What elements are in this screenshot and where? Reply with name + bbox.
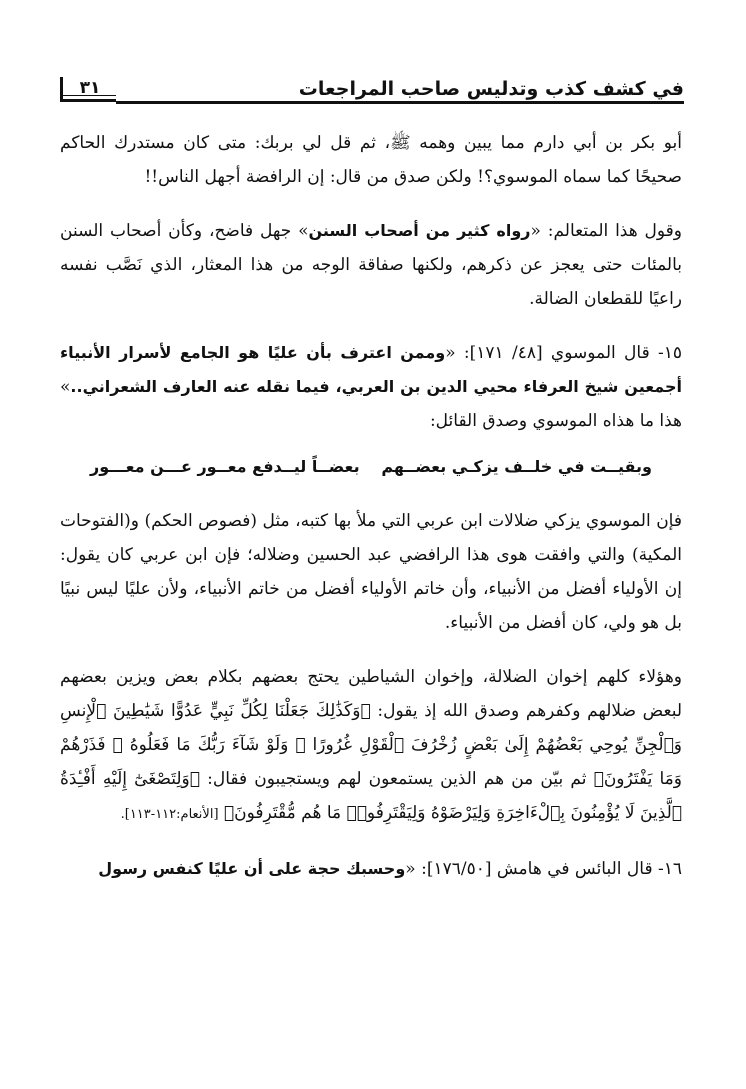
paragraph-5 <box>60 660 682 832</box>
paragraph-2-lead: وقول هذا المتعالم: « <box>530 221 682 241</box>
poem-verse <box>90 450 652 484</box>
poem-first-hemistich: وبقيــت في خلــف يزكـي بعضــهم <box>381 457 652 476</box>
paragraph-5-lead: وهؤلاء كلهم إخوان الضلالة، وإخوان الشياطين يحتج بعضهم بكلام بعض ويزين بعضهم لبعض ضلالهم وكفرهم وصدق الله إذ يقول: ﴿ <box>60 667 682 721</box>
paragraph-1 <box>60 126 682 194</box>
body-text <box>60 126 682 906</box>
quran-verse-2: وَلِتَصْغَىٰٓ إِلَيْهِ أَفْـِٔدَةُ ٱلَّذِينَ لَا يُؤْمِنُونَ بِٱلْءَاخِرَةِ وَلِيَرْضَوْهُ وَلِيَقْتَرِفُوا۟ مَا هُم مُّقْتَرِفُونَ <box>60 769 682 823</box>
paragraph-5-middle: ﴾ ثم بيّن من هم الذين يستمعون لهم ويستجيبون فقال: ﴿ <box>189 769 604 789</box>
page-number: ٣١ <box>79 78 101 98</box>
item-16-lead: ١٦- قال البائس في هامش [١٧٦/٥٠]: « <box>405 859 682 879</box>
poem-second-hemistich: بعضــاً ليــدفع معــور عـــن معـــور <box>90 457 360 476</box>
item-16 <box>60 852 682 886</box>
item-15-rest: » هذا ما هذاه الموسوي وصدق القائل: <box>60 377 682 431</box>
paragraph-1-text: أبو بكر بن أبي دارم مما يبين وهمه ﷺ، ثم قل لي بربك: متى كان مستدرك الحاكم صحيحًا كما سماه الموسوي؟! ولكن صدق من قال: إن الرافضة أجهل الناس!! <box>60 133 682 187</box>
item-16-quote: وحسبك حجة على أن عليًا كنفس رسول <box>98 859 406 878</box>
paragraph-2 <box>60 214 682 316</box>
running-header <box>58 72 684 106</box>
paragraph-2-rest: » جهل فاضح، وكأن أصحاب السنن بالمئات حتى يعجز عن ذكرهم، ولكنها صفاقة الوجه من هذا المعثار، الذي نَصَّب نفسه راعيًا للقطعان الضالة. <box>60 221 682 309</box>
item-15-quote: وممن اعترف بأن عليًا هو الجامع لأسرار الأنبياء أجمعين شيخ العرفاء محيي الدين بن العربي، فيما نقله عنه العارف الشعراني.. <box>60 343 682 396</box>
header-rule <box>116 101 684 104</box>
quoted-claim: رواه كثير من أصحاب السنن <box>308 221 531 240</box>
header-title: في كشف كذب وتدليس صاحب المراجعات <box>298 78 684 100</box>
paragraph-5-close: ﴾ <box>218 803 235 823</box>
item-15-lead: ١٥- قال الموسوي [٤٨/ ١٧١]: « <box>445 343 682 363</box>
paragraph-4 <box>60 504 682 640</box>
item-15 <box>60 336 682 438</box>
quran-verse-1: وَكَذَٰلِكَ جَعَلْنَا لِكُلِّ نَبِيٍّ عَدُوًّا شَيَٰطِينَ ٱلْإِنسِ وَٱلْجِنِّ يُوحِي بَعْضُهُمْ إِلَىٰ بَعْضٍ زُخْرُفَ ٱلْقَوْلِ غُرُورًا ۚ وَلَوْ شَآءَ رَبُّكَ مَا فَعَلُوهُ ۖ فَذَرْهُمْ وَمَا يَفْتَرُونَ <box>60 701 683 789</box>
paragraph-4-text: فإن الموسوي يزكي ضلالات ابن عربي التي ملأ بها كتبه، مثل (فصوص الحكم) و(الفتوحات المكية) والتي وافقت هوى هذا الرافضي عبد الحسين وضلاله؛ فإن ابن عربي كان يقول: إن الأولياء أفضل من الأنبياء، وأن خاتم الأولياء أفضل من خاتم الأنبياء، ولأن عليًا ليس نبيًا بل هو ولي، كان أفضل من الأنبياء. <box>60 511 682 633</box>
verse-reference: [الأنعام:١١٢-١١٣]. <box>120 807 219 822</box>
page-number-box <box>58 76 116 102</box>
